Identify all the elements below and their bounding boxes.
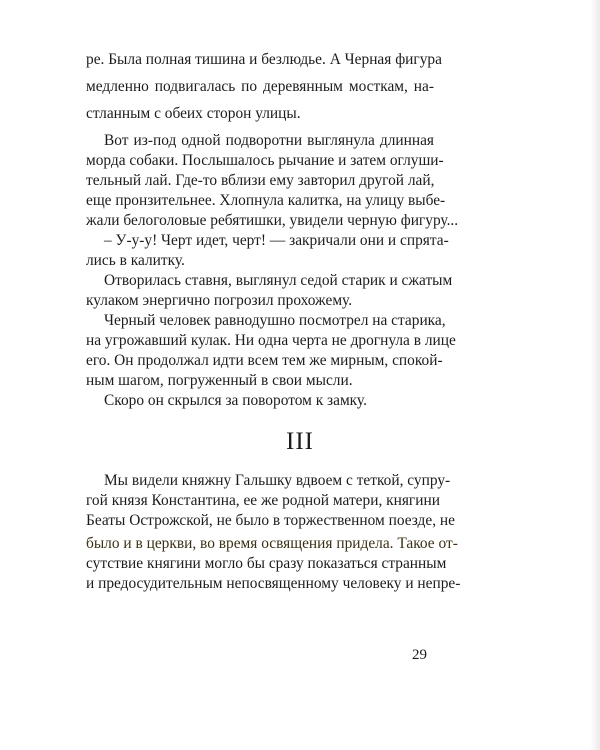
text-line: лись в калитку. [86,252,185,269]
text-line: ре. Была полная тишина и безлюдье. А Черная фигура [86,51,442,68]
page-number: 29 [412,647,427,663]
text-line: Черный человек равнодушно посмотрел на старика, [104,312,446,329]
text-line: жали белоголовые ребятишки, увидели черную фигуру... [86,212,459,229]
text-line: стланным с обеих сторон улицы. [86,105,301,122]
chapter-heading: III [286,428,314,455]
text-line: его. Он продолжал идти всем тем же мирным, спокой- [86,352,443,369]
text-line: Отворилась ставня, выглянул седой старик и сжатым [104,272,453,289]
text-line: морда собаки. Послышалось рычание и затем оглуши- [86,152,444,169]
text-line: тельный лай. Где-то вблизи ему завторил другой лай, [86,172,435,189]
text-line: было и в церкви, во время освящения придела. Такое от- [86,535,458,552]
text-line: Вот из-под одной подворотни выглянула длинная [104,132,434,149]
text-line: на угрожавший кулак. Ни одна черта не дрогнула в лице [86,332,456,349]
text-line: сутствие княгини могло бы сразу показаться странным [86,555,447,572]
text-line: и предосудительным непосвященному человеку и непре- [86,575,461,592]
page-edge-shadow [590,0,600,750]
text-line: медленно подвигалась по деревянным мосткам, на- [86,78,434,95]
text-line: Скоро он скрылся за поворотом к замку. [104,392,367,409]
text-line: Мы видели княжну Гальшку вдвоем с теткой, супру- [104,472,451,489]
text-line: гой князя Константина, ее же родной матери, княгини [86,492,440,509]
text-line: Беаты Острожской, не было в торжественном поезде, не [86,512,455,529]
text-line: кулаком энергично погрозил прохожему. [86,292,353,309]
text-line: еще пронзительнее. Хлопнула калитка, на улицу выбе- [86,192,446,209]
text-line: – У-у-у! Черт идет, черт! — закричали они и спрята- [104,232,449,249]
text-line: ным шагом, погруженный в свои мысли. [86,372,353,389]
